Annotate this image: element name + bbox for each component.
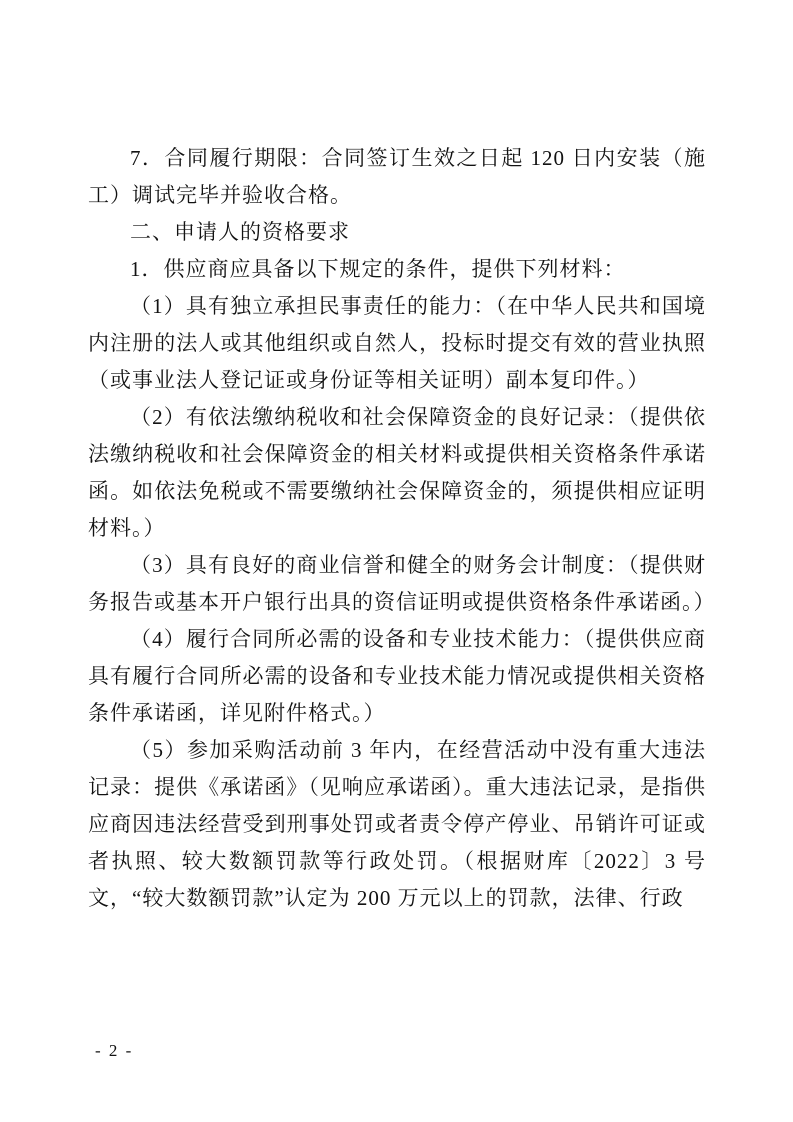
para-qualification-item-4: （4）履行合同所必需的设备和专业技术能力：（提供供应商具有履行合同所必需的设备和专业技术能力情况或提供相关资格条件承诺函，详见附件格式。） — [88, 627, 706, 725]
para-supplier-conditions: 1．供应商应具备以下规定的条件，提供下列材料： — [130, 257, 626, 281]
para-contract-term: 7．合同履行期限：合同签订生效之日起 120 日内安装（施工）调试完毕并验收合格。 — [88, 146, 706, 207]
page-number: - 2 - — [95, 1041, 134, 1060]
heading-applicant-qualification: 二、申请人的资格要求 — [130, 220, 350, 244]
para-qualification-item-3: （3）具有良好的商业信誉和健全的财务会计制度：（提供财务报告或基本开户银行出具的资信证明或提供资格条件承诺函。） — [88, 553, 716, 614]
para-qualification-item-1: （1）具有独立承担民事责任的能力：（在中华人民共和国境内注册的法人或其他组织或自然人，投标时提交有效的营业执照（或事业法人登记证或身份证等相关证明）副本复印件。） — [88, 294, 706, 392]
para-qualification-item-5: （5）参加采购活动前 3 年内，在经营活动中没有重大违法记录：提供《承诺函》（见响应承诺函）。重大违法记录，是指供应商因违法经营受到刑事处罚或者责令停产停业、吊销许可证或者执照、较大数额罚款等行政处罚。（根据财库〔2022〕3 号文，“较大数额罚款”认定为 200 万元以上的罚款，法律、行政 — [88, 738, 706, 910]
para-qualification-item-2: （2）有依法缴纳税收和社会保障资金的良好记录：（提供依法缴纳税收和社会保障资金的相关材料或提供相关资格条件承诺函。如依法免税或不需要缴纳社会保障资金的，须提供相应证明材料。） — [88, 405, 706, 540]
document-body — [88, 140, 716, 917]
